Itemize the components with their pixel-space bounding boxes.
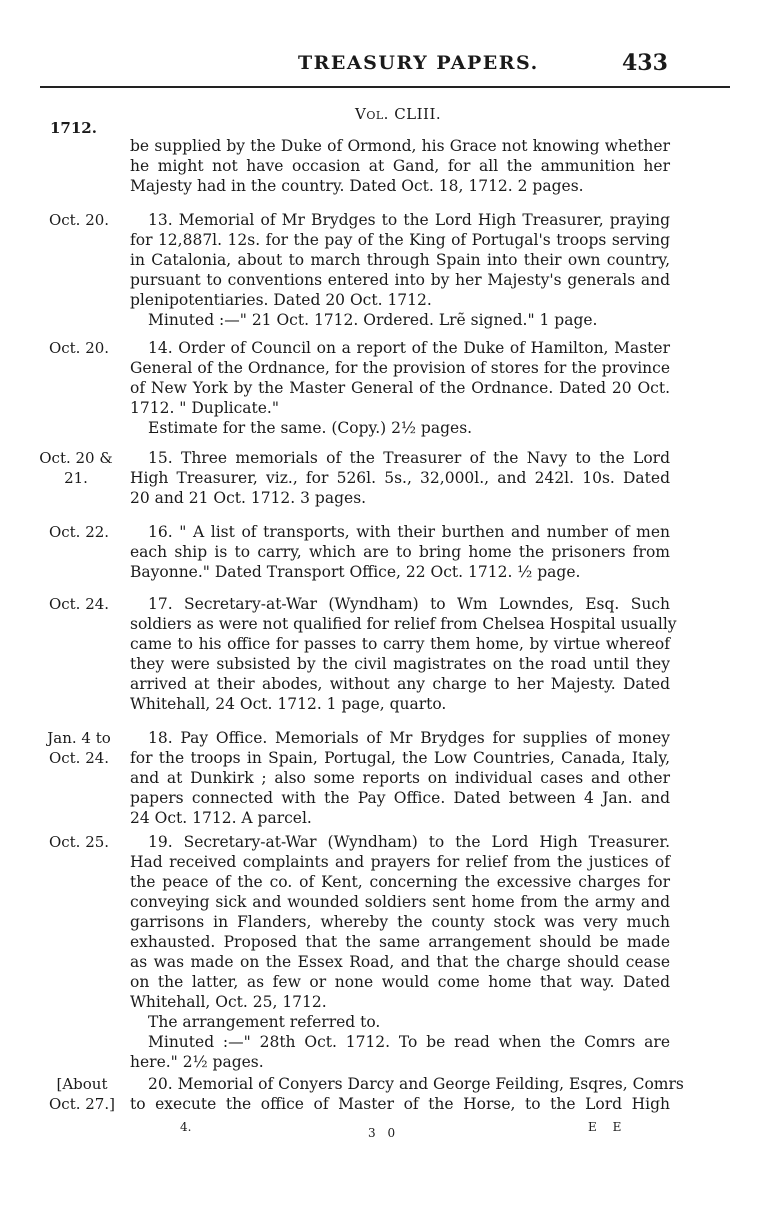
text-line: plenipotentiaries. Dated 20 Oct. 1712. [130,291,432,309]
entry-date: Oct. 20. [48,211,110,229]
minute-note: Minuted :—" 21 Oct. 1712. Ordered. Lrẽ signed." 1 page. [148,311,598,329]
entry-body [130,338,670,438]
entry-date: Oct. 25. [48,833,110,851]
text-line: 20 and 21 Oct. 1712. 3 pages. [130,489,367,507]
text-line: 24 Oct. 1712. A parcel. [130,809,312,827]
entry-date: Oct. 24. [48,595,110,613]
text-line: Majesty had in the country. Dated Oct. 18, 1712. 2 pages. [130,177,584,195]
entry-body [130,136,670,196]
text-line: be supplied by the Duke of Ormond, his Grace not knowing whether [130,137,670,155]
text-line: 20. Memorial of Conyers Darcy and George Feilding, Esqres, Comrs [148,1075,684,1093]
text-line: Whitehall, Oct. 25, 1712. [130,993,327,1011]
entry-date: Oct. 20 & 21. [39,449,113,487]
text-line: papers connected with the Pay Office. Dated between 4 Jan. and [130,789,670,807]
entry-body [130,594,677,714]
text-line: came to his office for passes to carry them home, by virtue whereof [130,635,670,653]
volume-heading: Vol. CLIII. [355,105,442,123]
text-line: and at Dunkirk ; also some reports on individual cases and other [130,769,670,787]
entry-body [130,832,670,1072]
page-footer [0,1120,770,1150]
text-line: 13. Memorial of Mr Brydges to the Lord High Treasurer, praying [148,211,670,229]
arrangement-note: The arrangement referred to. [148,1013,381,1031]
entry-date: Oct. 22. [48,523,110,541]
text-line: each ship is to carry, which are to bring home the prisoners from [130,543,670,561]
text-line: of New York by the Master General of the Ordnance. Dated 20 Oct. [130,379,670,397]
page-number: 433 [622,50,668,76]
text-line: arrived at their abodes, without any charge to her Majesty. Dated [130,675,670,693]
text-line: Had received complaints and prayers for relief from the justices of [130,853,670,871]
header-rule [40,86,730,88]
printer-marks: E E [588,1120,628,1134]
running-title: TREASURY PAPERS. [298,52,539,74]
entry-body [130,522,670,582]
text-line: soldiers as were not qualified for relief from Chelsea Hospital usually [130,615,677,633]
text-line: garrisons in Flanders, whereby the county stock was very much [130,913,670,931]
text-line: Whitehall, 24 Oct. 1712. 1 page, quarto. [130,695,447,713]
text-line: 17. Secretary-at-War (Wyndham) to Wm Lowndes, Esq. Such [148,595,670,613]
entry-body [130,210,670,330]
text-line: as was made on the Essex Road, and that the charge should cease [130,953,670,971]
year-marker: 1712. [50,119,97,137]
text-line: 16. " A list of transports, with their burthen and number of men [148,523,670,541]
entry-body [130,1074,684,1114]
text-line: 18. Pay Office. Memorials of Mr Brydges for supplies of money [148,729,670,747]
entry-date: Jan. 4 to Oct. 24. [47,729,111,767]
text-line: in Catalonia, about to march through Spain into their own country, [130,251,670,269]
text-line: for 12,887l. 12s. for the pay of the King of Portugal's troops serving [130,231,670,249]
entry-date: Oct. 20. [48,339,110,357]
text-line: exhausted. Proposed that the same arrangement should be made [130,933,670,951]
text-line: on the latter, as few or none would come home that way. Dated [130,973,670,991]
estimate-note: Estimate for the same. (Copy.) 2½ pages. [148,419,473,437]
text-line: pursuant to conventions entered into by her Majesty's generals and [130,271,670,289]
text-line: Bayonne." Dated Transport Office, 22 Oct. 1712. ½ page. [130,563,581,581]
text-line: High Treasurer, viz., for 526l. 5s., 32,000l., and 242l. 10s. Dated [130,469,670,487]
entry-date: [About Oct. 27.] [49,1075,115,1113]
text-line: 1712. " Duplicate." [130,399,279,417]
text-line: the peace of the co. of Kent, concerning the excessive charges for [130,873,670,891]
entry-body [130,448,670,508]
page-header [0,50,770,84]
minute-note-end: here." 2½ pages. [130,1053,264,1071]
minute-note: Minuted :—" 28th Oct. 1712. To be read when the Comrs are [148,1033,670,1051]
text-line: 19. Secretary-at-War (Wyndham) to the Lord High Treasurer. [148,833,670,851]
text-line: he might not have occasion at Gand, for all the ammunition her [130,157,670,175]
text-line: General of the Ordnance, for the provision of stores for the province [130,359,670,377]
text-line: 15. Three memorials of the Treasurer of the Navy to the Lord [148,449,670,467]
text-line: 14. Order of Council on a report of the Duke of Hamilton, Master [148,339,670,357]
text-line: they were subsisted by the civil magistrates on the road until they [130,655,670,673]
entry-body [130,728,670,828]
text-line: conveying sick and wounded soldiers sent home from the army and [130,893,670,911]
text-line: for the troops in Spain, Portugal, the Low Countries, Canada, Italy, [130,749,670,767]
signature-mark: 4. [180,1120,192,1134]
text-line: to execute the office of Master of the Horse, to the Lord High [130,1095,670,1113]
folio-number: 3 0 [368,1126,400,1140]
